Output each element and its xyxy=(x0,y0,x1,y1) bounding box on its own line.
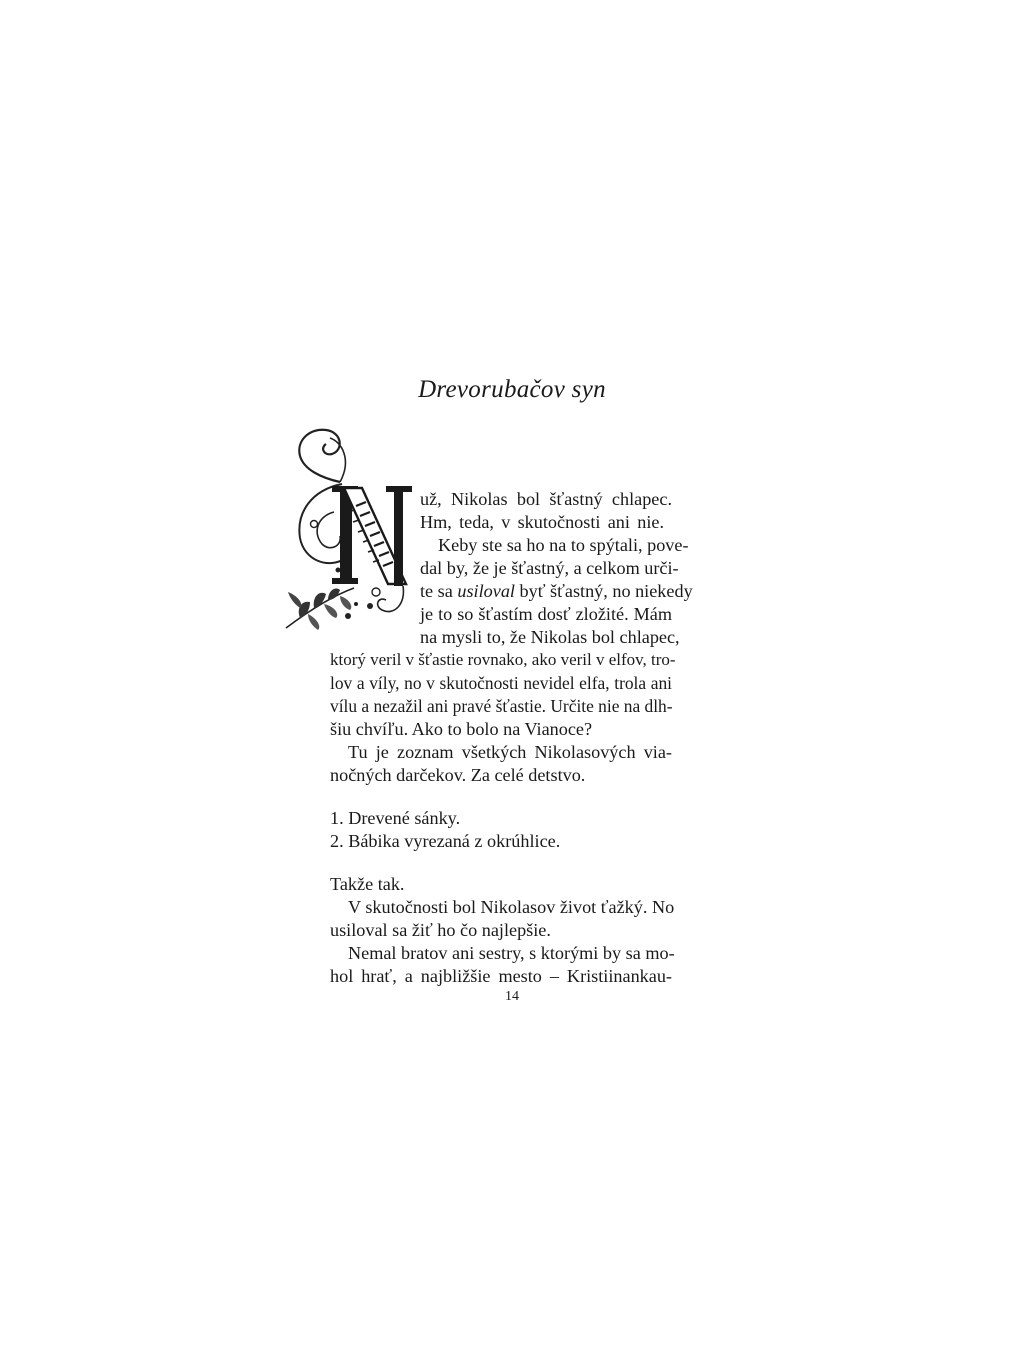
text-line-7: na mysli to, že Nikolas bol chlapec, xyxy=(420,627,680,647)
text-line-17: Nemal bratov ani sestry, s ktorými by sa mo- xyxy=(348,943,675,963)
text-line-14: Takže tak. xyxy=(330,874,405,894)
page-number: 14 xyxy=(505,989,519,1004)
chapter-title: Drevorubačov syn xyxy=(418,376,606,403)
text-line-11: šiu chvíľu. Ako to bolo na Vianoce? xyxy=(330,719,593,739)
text-line-2: Hm, teda, v skutočnosti ani nie. xyxy=(420,512,664,532)
text-line-13: nočných darčekov. Za celé detstvo. xyxy=(330,765,586,785)
emphasis-word: usiloval xyxy=(457,581,515,601)
text-line-9: lov a víly, no v skutočnosti nevidel elfa, trola ani xyxy=(330,673,672,693)
text-line-1: už, Nikolas bol šťastný chlapec. xyxy=(420,489,672,509)
text-line-16: usiloval sa žiť ho čo najlepšie. xyxy=(330,920,551,940)
text-line-4: dal by, že je šťastný, a celkom urči- xyxy=(420,558,679,578)
text-line-3: Keby ste sa ho na to spýtali, pove- xyxy=(438,535,689,555)
drop-cap-ornament xyxy=(282,420,422,640)
list-item-1: 1. Drevené sánky. xyxy=(330,808,461,828)
text-line-10: vílu a nezažil ani pravé šťastie. Určite nie na dlh- xyxy=(330,696,673,716)
text-segment: te sa xyxy=(420,581,458,601)
text-line-15: V skutočnosti bol Nikolasov život ťažký. No xyxy=(348,897,675,917)
text-line-12: Tu je zoznam všetkých Nikolasových via- xyxy=(348,742,672,762)
text-line-5 xyxy=(420,580,693,602)
text-line-8: ktorý veril v šťastie rovnako, ako veril v elfov, tro- xyxy=(330,650,676,669)
text-segment: byť šťastný, no niekedy xyxy=(514,581,693,601)
text-line-18: hol hrať, a najbližšie mesto – Kristiinankau- xyxy=(330,966,672,986)
list-item-2: 2. Bábika vyrezaná z okrúhlice. xyxy=(330,831,561,851)
text-line-6: je to so šťastím dosť zložité. Mám xyxy=(420,604,672,624)
